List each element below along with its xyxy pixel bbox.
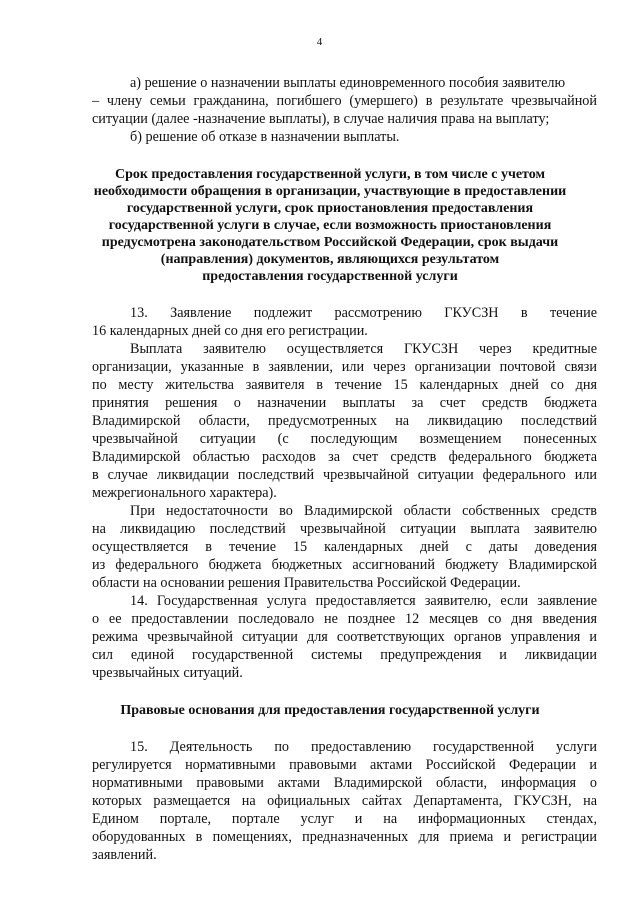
para-a-line-3: ситуации (далее -назначение выплаты), в случае наличия права на выплату; [92, 111, 550, 127]
section-heading-line-6: (направления) документов, являющихся результатом [160, 252, 500, 267]
section-heading-line-1: Срок предоставления государственной услуги, в том числе с учетом [114, 167, 546, 182]
section-heading-line-5: предусмотрена законодательством Российской Федерации, срок выдачи [101, 235, 559, 250]
payment-line-1: Выплата заявителю осуществляется ГКУСЗН через кредитные [130, 341, 597, 357]
para-15-line-6: оборудованных в помещениях, предназначенных для приема и регистрации [92, 829, 597, 845]
para-b-line: б) решение об отказе в назначении выплаты. [130, 129, 400, 145]
insufficient-line-4: из федерального бюджета бюджетных ассигнований бюджету Владимирской [92, 557, 597, 573]
payment-line-2: организации, указанные в заявлении, или через организации почтовой связи [92, 359, 597, 375]
para-13-line-1: 13. Заявление подлежит рассмотрению ГКУСЗН в течение [130, 305, 597, 321]
payment-line-5: Владимирской области, предусмотренных на ликвидацию последствий [92, 413, 597, 429]
para-15-line-5: Едином портале, портале услуг и на информационных стендах, [92, 811, 597, 827]
page-number: 4 [316, 36, 323, 48]
para-15-line-1: 15. Деятельность по предоставлению государственной услуги [130, 739, 597, 755]
para-15-line-4: которых размещается на официальных сайтах Департамента, ГКУСЗН, на [92, 793, 597, 809]
section-heading-line-4: государственной услуги в случае, если возможность приостановления [108, 218, 552, 233]
payment-line-8: в случае ликвидации последствий чрезвычайной ситуации федерального или [92, 467, 597, 483]
para-14-line-4: сил единой государственной системы предупреждения и ликвидации [92, 647, 597, 663]
insufficient-line-3: осуществляется в течение 15 календарных дней с даты доведения [92, 539, 597, 555]
para-15-line-2: регулируется нормативными правовыми актами Российской Федерации и [92, 757, 597, 773]
para-14-line-5: чрезвычайных ситуаций. [92, 665, 243, 681]
payment-line-9: межрегионального характера). [92, 485, 277, 501]
para-14-line-3: режима чрезвычайной ситуации для соответствующих органов управления и [92, 629, 597, 645]
insufficient-line-5: области на основании решения Правительства Российской Федерации. [92, 575, 521, 591]
para-15-line-7: заявлений. [92, 847, 157, 863]
section-heading-line-2: необходимости обращения в организации, участвующие в предоставлении [93, 184, 567, 199]
payment-line-4: принятия решения о назначении выплаты за счет средств бюджета [92, 395, 597, 411]
payment-line-3: по месту жительства заявителя в течение 15 календарных дней со дня [92, 377, 597, 393]
para-14-line-2: о ее предоставлении последовало не позднее 12 месяцев со дня введения [92, 611, 597, 627]
para-14-line-1: 14. Государственная услуга предоставляется заявителю, если заявление [130, 593, 597, 609]
para-a-line-2: – члену семьи гражданина, погибшего (умершего) в результате чрезвычайной [92, 93, 597, 109]
para-13-line-2: 16 календарных дней со дня его регистрации. [92, 323, 368, 339]
payment-line-6: чрезвычайной ситуации (с последующим возмещением понесенных [92, 431, 597, 447]
legal-basis-heading: Правовые основания для предоставления государственной услуги [120, 703, 540, 718]
section-heading-line-3: государственной услуги, срок приостановления предоставления [126, 201, 534, 216]
insufficient-line-2: на ликвидацию последствий чрезвычайной ситуации выплата заявителю [92, 521, 597, 537]
para-15-line-3: нормативными правовыми актами Владимирской области, информация о [92, 775, 597, 791]
para-a-line-1: а) решение о назначении выплаты единовременного пособия заявителю [130, 75, 566, 91]
insufficient-line-1: При недостаточности во Владимирской области собственных средств [130, 503, 597, 519]
section-heading-line-7: предоставления государственной услуги [202, 269, 458, 284]
payment-line-7: Владимирской областью расходов за счет средств федерального бюджета [92, 449, 597, 465]
